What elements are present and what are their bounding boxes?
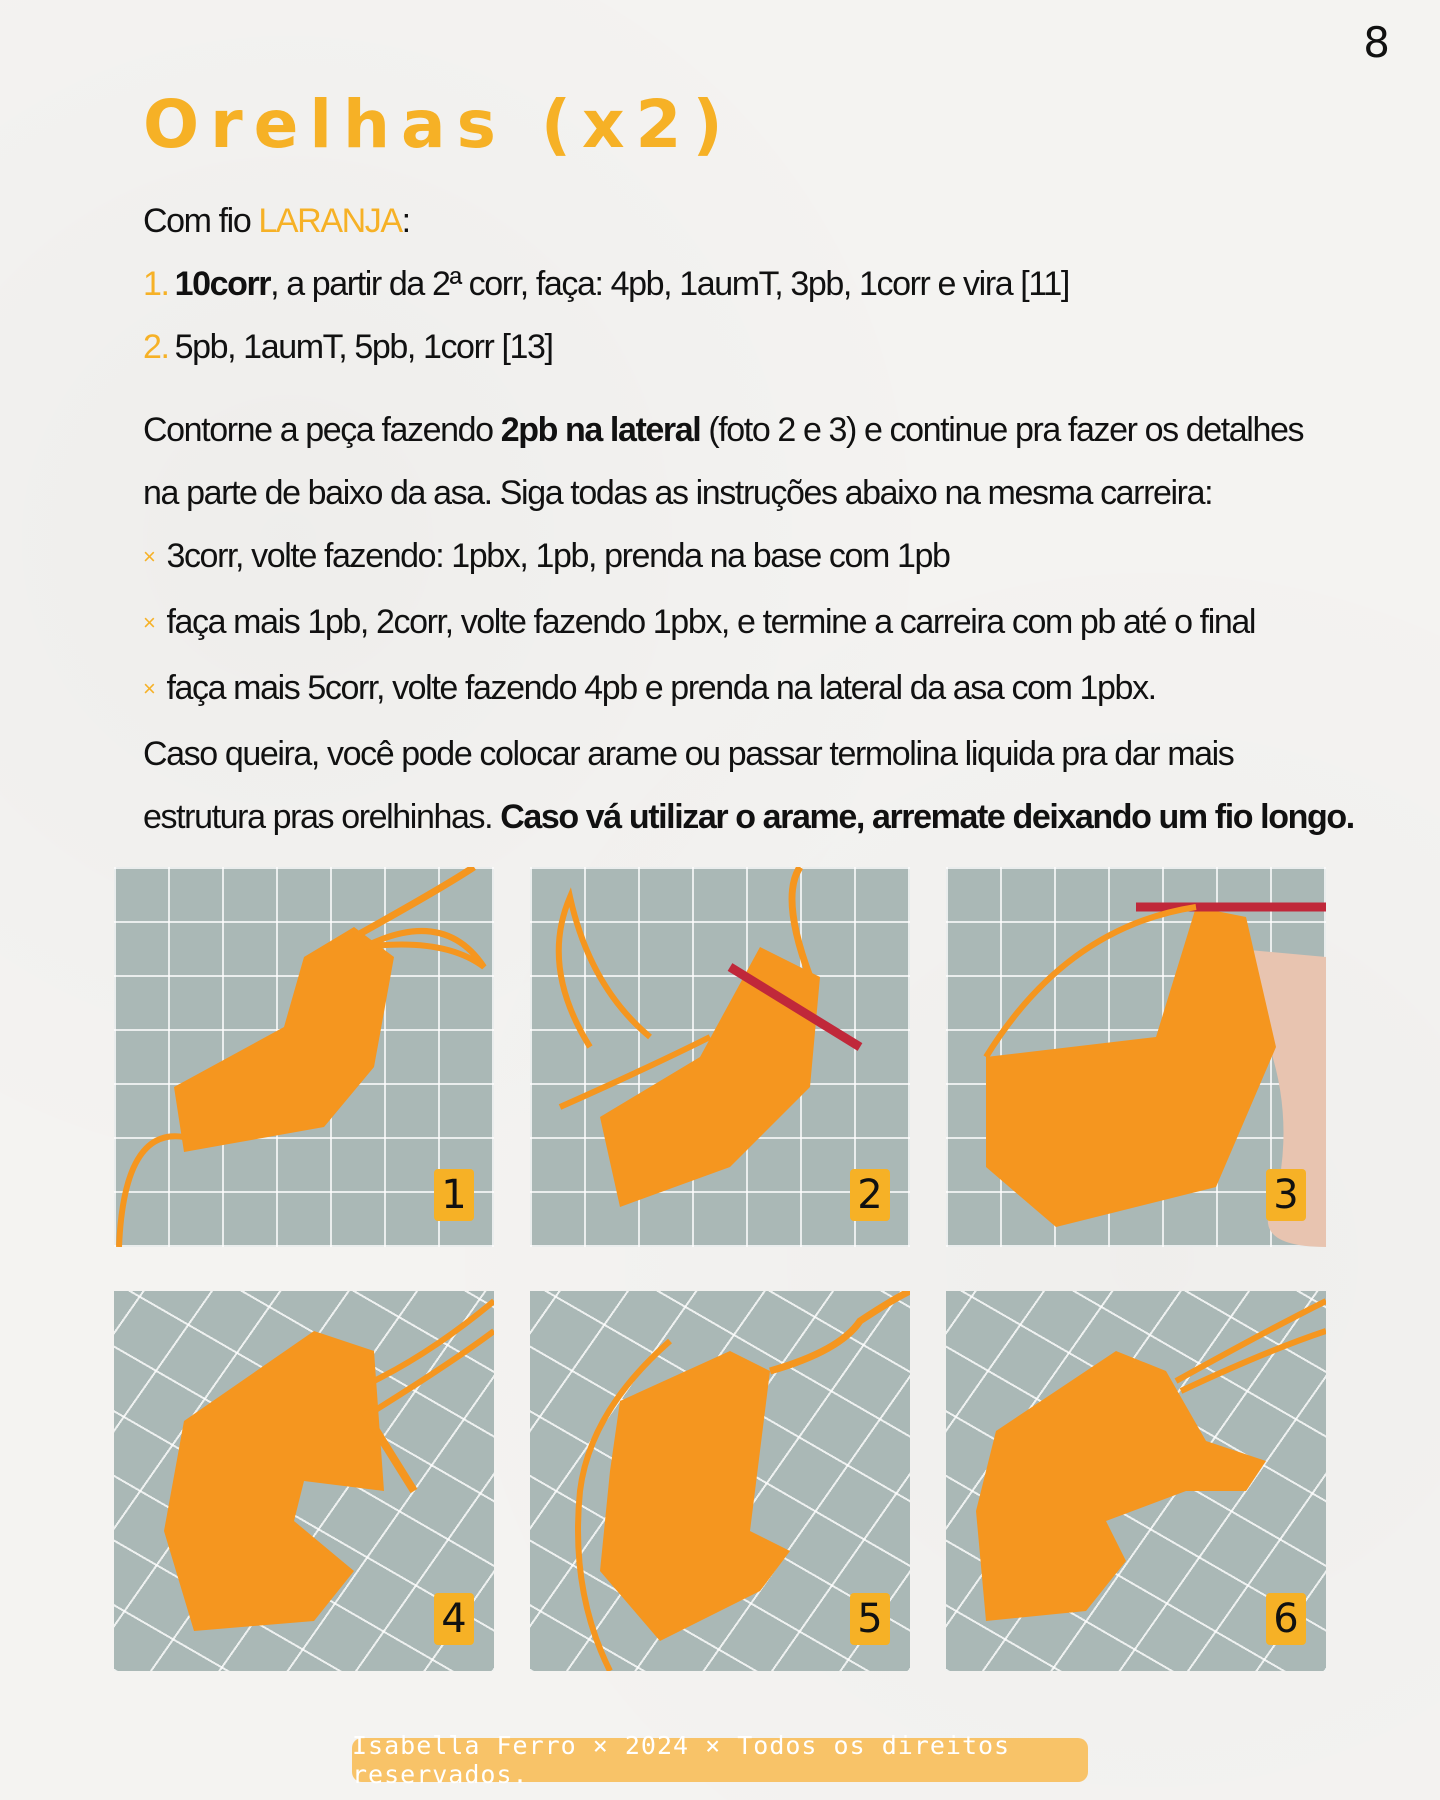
copyright-footer: Isabella Ferro × 2024 × Todos os direitos reservados. (352, 1738, 1088, 1782)
paragraph-line-1 (143, 399, 1323, 462)
bullet-icon: × (143, 544, 155, 569)
page-number: 8 (1363, 18, 1390, 67)
step-number-badge: 6 (1266, 1593, 1306, 1645)
step-photo-1 (114, 867, 494, 1247)
step-photo-4 (114, 1291, 494, 1671)
yarn-color: LARANJA (258, 202, 402, 240)
step-photo-2 (530, 867, 910, 1247)
bullet-item (143, 657, 1323, 723)
round-text: , a partir da 2ª corr, faça: 4pb, 1aumT, 3pb, 1corr e vira [11] (270, 265, 1069, 303)
bullet-icon: × (143, 676, 155, 701)
bullet-text: 3corr, volte fazendo: 1pbx, 1pb, prenda na base com 1pb (166, 537, 950, 575)
yarn-intro (143, 190, 1323, 253)
bullet-icon: × (143, 610, 155, 635)
page-title: Orelhas (x2) (143, 86, 734, 163)
note-bold: Caso vá utilizar o arame, arremate deixando um fio longo. (500, 798, 1354, 836)
intro-prefix: Com fio (143, 202, 259, 240)
round-text: 5pb, 1aumT, 5pb, 1corr [13] (174, 328, 553, 366)
intro-suffix: : (401, 202, 410, 240)
round-2 (143, 316, 1323, 379)
step-number-badge: 2 (850, 1169, 890, 1221)
step-photos-grid (114, 867, 1326, 1671)
round-number: 1. (143, 265, 169, 303)
note-text: estrutura pras orelhinhas. (143, 798, 501, 836)
round-number: 2. (143, 328, 169, 366)
step-photo-3 (946, 867, 1326, 1247)
bullet-text: faça mais 5corr, volte fazendo 4pb e prenda na lateral da asa com 1pbx. (166, 669, 1156, 707)
paragraph-text: Contorne a peça fazendo (143, 411, 501, 449)
paragraph-text: (foto 2 e 3) e continue pra fazer os detalhes (700, 411, 1304, 449)
round-bold: 10corr (174, 265, 271, 303)
step-number-badge: 1 (434, 1169, 474, 1221)
paragraph-line-2: na parte de baixo da asa. Siga todas as instruções abaixo na mesma carreira: (143, 474, 1213, 512)
pattern-text (143, 190, 1354, 849)
step-photo-6 (946, 1291, 1326, 1671)
step-photo-5 (530, 1291, 910, 1671)
bullet-text: faça mais 1pb, 2corr, volte fazendo 1pbx, e termine a carreira com pb até o final (166, 603, 1256, 641)
round-1 (143, 253, 1323, 316)
bullet-item (143, 591, 1323, 657)
note-line-2 (143, 786, 1354, 849)
paragraph-bold: 2pb na lateral (500, 411, 701, 449)
step-number-badge: 4 (434, 1593, 474, 1645)
note-line-1: Caso queira, você pode colocar arame ou passar termolina liquida pra dar mais (143, 735, 1234, 773)
step-number-badge: 3 (1266, 1169, 1306, 1221)
step-number-badge: 5 (850, 1593, 890, 1645)
bullet-item (143, 525, 1323, 591)
